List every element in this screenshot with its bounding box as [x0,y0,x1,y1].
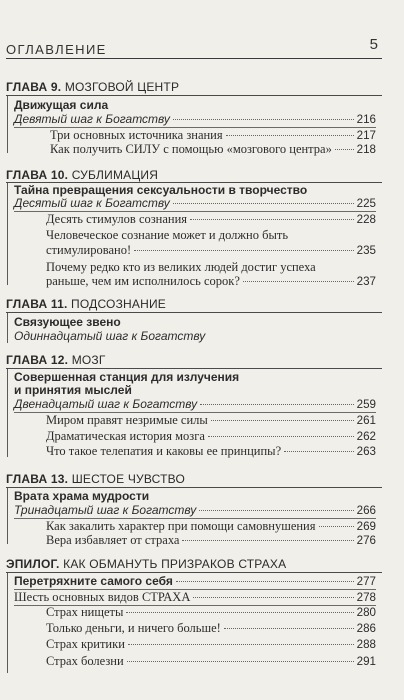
epilogue-bracket [7,573,8,673]
chapter-title: МОЗГОВОЙ ЦЕНТР [64,80,180,94]
chapter-label: ГЛАВА 10. [6,168,69,182]
toc-entry[interactable]: Одиннадцатый шаг к Богатству [14,329,206,343]
toc-entry[interactable]: Двенадцатый шаг к Богатству 259 [14,397,376,411]
chapter-label: ГЛАВА 12. [6,353,69,367]
epilogue-rule [6,572,382,573]
toc-entry[interactable]: Драматическая история мозга 262 [46,429,376,443]
chapter-11-bracket [7,313,8,343]
chapter-11-rule [6,312,382,313]
epilogue-heading [6,557,382,571]
chapter-13-heading [6,472,382,486]
chapter-label: ЭПИЛОГ. [6,557,60,571]
toc-entry[interactable]: Как закалить характер при помощи самовнушения 269 [46,519,376,533]
chapter-9-bracket [7,96,8,153]
page-number: 5 [369,36,378,53]
chapter-13-rule [6,487,382,488]
toc-entry[interactable]: Совершенная станция для излучения [14,370,240,384]
toc-entry[interactable]: Только деньги, и ничего больше! 286 [46,621,376,635]
chapter-9-rule [6,95,382,96]
toc-entry[interactable]: и принятия мыслей [14,383,132,397]
chapter-label: ГЛАВА 13. [6,472,69,486]
toc-entry[interactable]: Десять стимулов сознания 228 [46,212,376,226]
toc-entry[interactable]: Связующее звено [14,315,121,329]
page-header [6,36,382,58]
toc-entry[interactable]: раньше, чем им исполнилось сорок? 237 [46,274,376,288]
chapter-12-heading [6,353,382,367]
chapter-title: КАК ОБМАНУТЬ ПРИЗРАКОВ СТРАХА [63,557,287,571]
chapter-title: МОЗГ [71,353,106,367]
toc-title: ОГЛАВЛЕНИЕ [6,42,107,57]
chapter-12-rule [6,368,382,369]
toc-entry[interactable]: Тайна превращения сексуальности в творчество [14,183,308,197]
toc-entry[interactable]: Десятый шаг к Богатству 225 [14,196,376,210]
toc-entry[interactable]: Врата храма мудрости [14,489,150,503]
toc-entry[interactable]: Миром правят незримые силы 261 [46,413,376,427]
chapter-title: СУБЛИМАЦИЯ [71,168,159,182]
toc-entry[interactable]: Три основных источника знания 217 [50,128,376,142]
header-rule [6,58,382,59]
toc-entry[interactable]: Как получить СИЛУ с помощью «мозгового центра» 218 [50,142,376,156]
toc-entry[interactable]: Человеческое сознание может и должно быть [46,228,289,242]
chapter-10-heading [6,168,382,182]
toc-entry[interactable]: Девятый шаг к Богатству 216 [14,112,376,126]
toc-entry[interactable]: Почему редко кто из великих людей достиг успеха [46,260,316,274]
toc-entry[interactable]: Тринадцатый шаг к Богатству 266 [14,503,376,517]
chapter-13-bracket [7,488,8,544]
toc-entry[interactable]: Страх нищеты 280 [46,605,376,619]
toc-entry[interactable]: Страх болезни 291 [46,654,376,668]
toc-entry[interactable]: стимулировано! 235 [46,243,376,257]
chapter-title: ШЕСТОЕ ЧУВСТВО [71,472,185,486]
chapter-12-bracket [7,369,8,457]
chapter-10-bracket [7,183,8,285]
toc-entry[interactable]: Страх критики 288 [46,637,376,651]
chapter-label: ГЛАВА 9. [6,80,62,94]
toc-entry[interactable]: Движущая сила [14,98,109,112]
chapter-title: ПОДСОЗНАНИЕ [71,297,167,311]
toc-entry[interactable]: Вера избавляет от страха 276 [46,533,376,547]
toc-entry[interactable]: Шесть основных видов СТРАХА 278 [14,590,376,604]
chapter-label: ГЛАВА 11. [6,297,68,311]
chapter-9-heading [6,80,382,94]
toc-entry[interactable]: Что такое телепатия и каковы ее принципы? 263 [46,444,376,458]
chapter-11-heading [6,297,382,311]
toc-entry[interactable]: Перетряхните самого себя 277 [14,574,376,588]
